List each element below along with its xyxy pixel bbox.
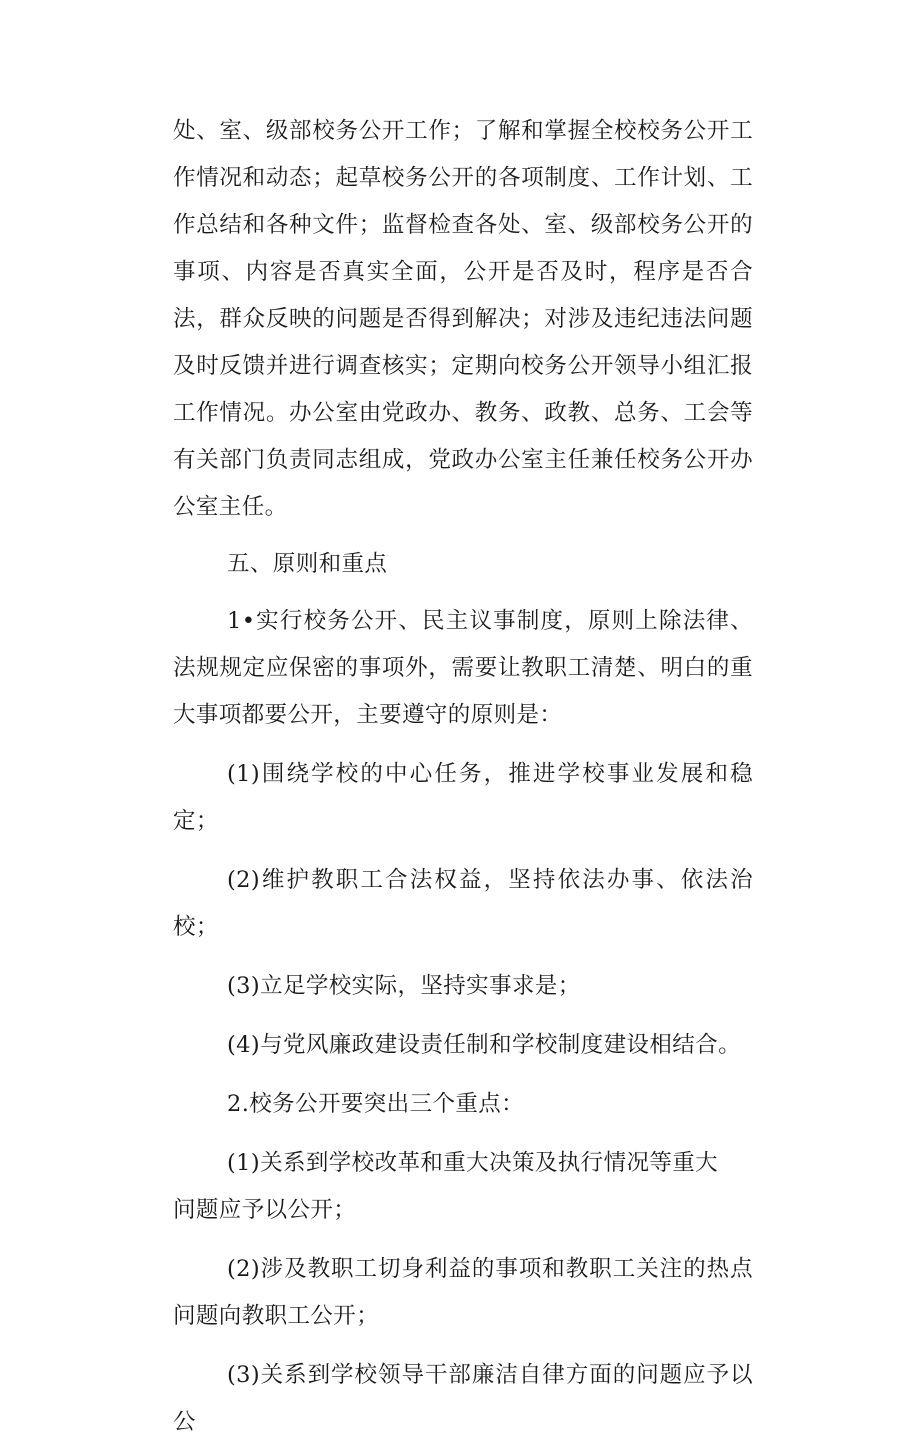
list-item-key-point-1 xyxy=(173,1140,753,1234)
list-item-key-point-1-line-1: (1)关系到学校改革和重大决策及执行情况等重大 xyxy=(227,1150,719,1176)
paragraph-office-duties: 处、室、级部校务公开工作；了解和掌握全校校务公开工作情况和动态；起草校务公开的各项制度、工作计划、工作总结和各种文件；监督检查各处、室、级部校务公开的事项、内容是否真实全面，公开是否及时，程序是否合法，群众反映的问题是否得到解决；对涉及违纪违法问题及时反馈并进行调查核实；定期向校务公开领导小组汇报工作情况。办公室由党政办、教务、政教、总务、工会等有关部门负责同志组成，党政办公室主任兼任校务公开办公室主任。 xyxy=(173,118,753,520)
list-item-key-point-2: (2)涉及教职工切身利益的事项和教职工关注的热点问题向教职工公开； xyxy=(173,1256,753,1329)
list-item-principle-1-1: (1)围绕学校的中心任务，推进学校事业发展和稳定； xyxy=(173,761,753,834)
list-item-key-point-3: (3)关系到学校领导干部廉洁自律方面的问题应予以公 xyxy=(173,1362,753,1435)
paragraph-key-points: 2.校务公开要突出三个重点： xyxy=(227,1091,525,1117)
paragraph-principle-1: 1•实行校务公开、民主议事制度，原则上除法律、法规规定应保密的事项外，需要让教职工清楚、明白的重大事项都要公开，主要遵守的原则是： xyxy=(173,608,753,728)
list-item-principle-1-2: (2)维护教职工合法权益，坚持依法办事、依法治校； xyxy=(173,867,753,940)
document-body xyxy=(173,108,753,1446)
section-heading-principles: 五、原则和重点 xyxy=(227,551,388,577)
list-item-principle-1-4: (4)与党风廉政建设责任制和学校制度建设相结合。 xyxy=(227,1032,741,1058)
list-item-key-point-1-line-2: 问题应予以公开； xyxy=(173,1197,357,1223)
list-item-principle-1-3: (3)立足学校实际，坚持实事求是； xyxy=(227,973,581,999)
